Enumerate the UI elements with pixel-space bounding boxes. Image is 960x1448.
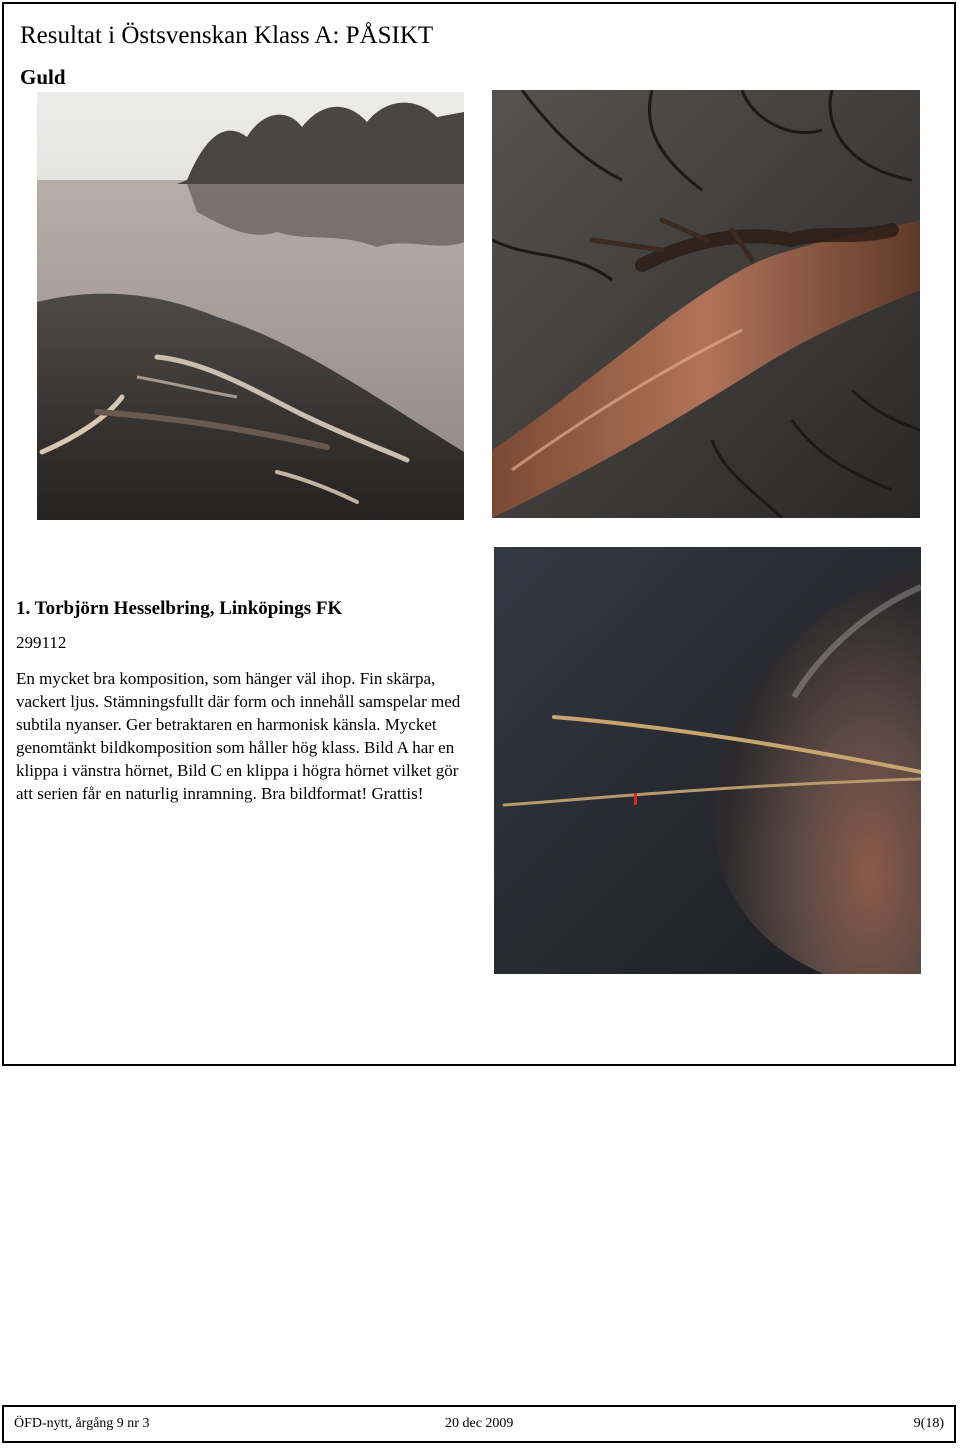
footer-date: 20 dec 2009 — [445, 1416, 514, 1431]
photo-a-misty-lake — [37, 92, 464, 520]
entry-jury-comment: En mycket bra komposition, som hänger väl ihop. Fin skärpa, vackert ljus. Stämningsfullt där form och innehåll samspelar med subtila nyanser. Ger betraktaren en harmonisk känsla. Mycket genomtänkt bildkomposition som håller hög klass. Bild A har en klippa i vänstra hörnet, Bild C en klippa i högra hörnet vilket gör att serien får en naturlig inramning. Bra bildformat! Grattis! — [16, 669, 461, 803]
photo-b-image — [492, 90, 920, 518]
award-subtitle: Guld — [20, 65, 66, 89]
footer-page-number: 9(18) — [913, 1416, 944, 1431]
page-title: Resultat i Östsvenskan Klass A: PÅSIKT — [20, 22, 434, 49]
photo-c-reed-on-rock — [494, 547, 921, 974]
photo-b-driftwood-log — [492, 90, 920, 518]
footer-publication: ÖFD-nytt, årgång 9 nr 3 — [14, 1416, 150, 1431]
photo-c-image — [494, 547, 921, 974]
photo-a-image — [37, 92, 464, 520]
page-footer — [2, 1405, 956, 1443]
entry-id: 299112 — [16, 633, 67, 652]
entry-heading: 1. Torbjörn Hesselbring, Linköpings FK — [16, 598, 343, 619]
